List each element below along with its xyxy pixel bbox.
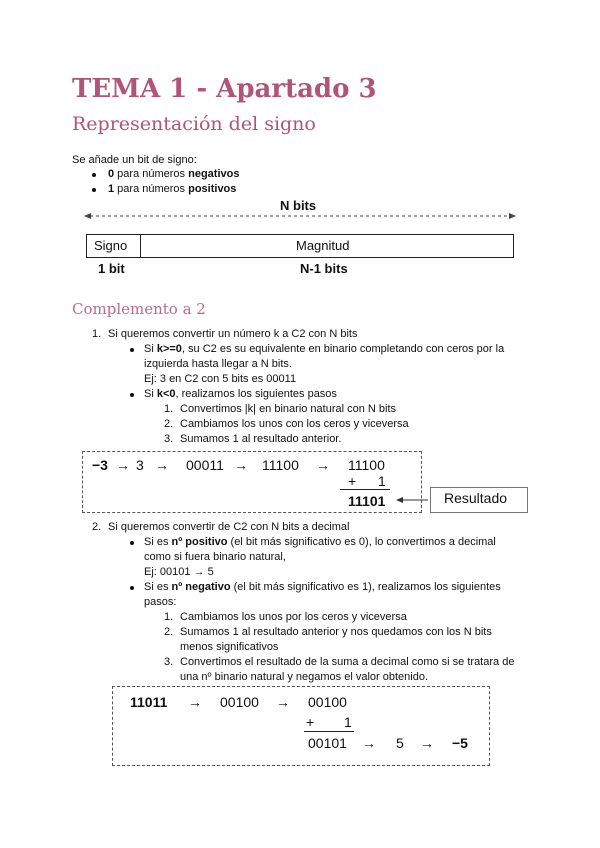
- bullet-icon: [130, 586, 134, 590]
- list-item: Sumamos 1 al resultado anterior.: [180, 433, 342, 445]
- list-item: Convertimos |k| en binario natural con N bits: [180, 403, 397, 415]
- list-item: Si k<0, realizamos los siguientes pasos: [144, 388, 337, 400]
- list-number: 1.: [164, 403, 174, 415]
- result-label: Resultado: [444, 490, 508, 506]
- bullet-icon: [92, 173, 96, 177]
- arrow-icon: →: [188, 694, 202, 710]
- sign-width-label: 1 bit: [98, 261, 125, 276]
- example-text: Ej: 00101 → 5: [144, 566, 214, 578]
- calc-value: 00101: [308, 735, 347, 751]
- list-item-cont: como si fuera binario natural,: [144, 551, 286, 563]
- list-number: 2.: [164, 418, 174, 430]
- arrow-icon: →: [155, 457, 169, 473]
- calc-box: [112, 686, 490, 766]
- list-item-cont: pasos:: [144, 596, 177, 608]
- calc-value: 3: [136, 457, 144, 473]
- calc-value: 1: [344, 714, 352, 730]
- result-value: 11101: [348, 493, 386, 509]
- list-item: Cambiamos los unos por los ceros y viceversa: [180, 611, 407, 623]
- list-item: Si es nº negativo (el bit más significativo es 1), realizamos los siguientes: [144, 581, 501, 593]
- sum-line: [304, 731, 354, 732]
- sum-line: [340, 489, 390, 490]
- arrow-icon: →: [362, 735, 376, 751]
- sign-field-label: Signo: [94, 238, 128, 253]
- calc-value: 00011: [186, 457, 224, 473]
- magnitude-field-label: Magnitud: [296, 238, 350, 253]
- list-number: 3.: [164, 656, 174, 668]
- list-item: 0 para números negativos: [108, 168, 240, 180]
- list-item: 1 para números positivos: [108, 183, 237, 195]
- calc-value: 11100: [262, 457, 299, 473]
- calc-value: 11100: [348, 457, 385, 473]
- calc-value: 00100: [308, 694, 347, 710]
- calc-value: 5: [396, 735, 404, 751]
- arrow-icon: →: [116, 457, 130, 473]
- calc-value: 11011: [130, 694, 168, 710]
- list-item: Si k>=0, su C2 es su equivalente en binario completando con ceros por la: [144, 343, 505, 355]
- plus-sign: +: [306, 714, 315, 730]
- section-heading: Representación del signo: [72, 113, 316, 135]
- bullet-icon: [92, 188, 96, 192]
- list-number: 1.: [164, 611, 174, 623]
- calc-value: 1: [378, 473, 386, 489]
- list-number: 2.: [164, 626, 174, 638]
- calc-value: −3: [92, 457, 108, 473]
- list-item: Si queremos convertir de C2 con N bits a decimal: [108, 521, 350, 533]
- plus-sign: +: [348, 473, 357, 489]
- bullet-icon: [130, 393, 134, 397]
- list-item-cont: menos significativos: [180, 641, 279, 653]
- magnitude-width-label: N-1 bits: [300, 261, 348, 276]
- calc-value: 00100: [220, 694, 259, 710]
- pointer-arrow-icon: [396, 495, 428, 505]
- list-number: 2.: [92, 521, 102, 533]
- list-item-cont: una nº binario natural y negamos el valor obtenido.: [180, 671, 429, 683]
- divider: [140, 235, 141, 257]
- result-value: −5: [452, 735, 468, 751]
- intro-text: Se añade un bit de signo:: [72, 154, 197, 166]
- list-number: 3.: [164, 433, 174, 445]
- nbits-label: N bits: [280, 198, 317, 213]
- width-arrow: [84, 210, 516, 222]
- bullet-icon: [130, 348, 134, 352]
- list-item: Convertimos el resultado de la suma a decimal como si se tratara de: [180, 656, 515, 668]
- arrow-icon: →: [420, 735, 434, 751]
- arrow-icon: →: [234, 457, 248, 473]
- arrow-icon: →: [316, 457, 330, 473]
- example-text: Ej: 3 en C2 con 5 bits es 00011: [144, 373, 297, 385]
- page-title: TEMA 1 - Apartado 3: [72, 74, 377, 104]
- list-item-cont: izquierda hasta llegar a N bits.: [144, 358, 292, 370]
- section-heading-c2: Complemento a 2: [72, 300, 206, 318]
- list-item: Si es nº positivo (el bit más significativo es 0), lo convertimos a decimal: [144, 536, 496, 548]
- list-item: Si queremos convertir un número k a C2 con N bits: [108, 328, 358, 340]
- list-item: Cambiamos los unos con los ceros y viceversa: [180, 418, 409, 430]
- arrow-icon: →: [276, 694, 290, 710]
- list-item: Sumamos 1 al resultado anterior y nos quedamos con los N bits: [180, 626, 492, 638]
- bullet-icon: [130, 541, 134, 545]
- list-number: 1.: [92, 328, 102, 340]
